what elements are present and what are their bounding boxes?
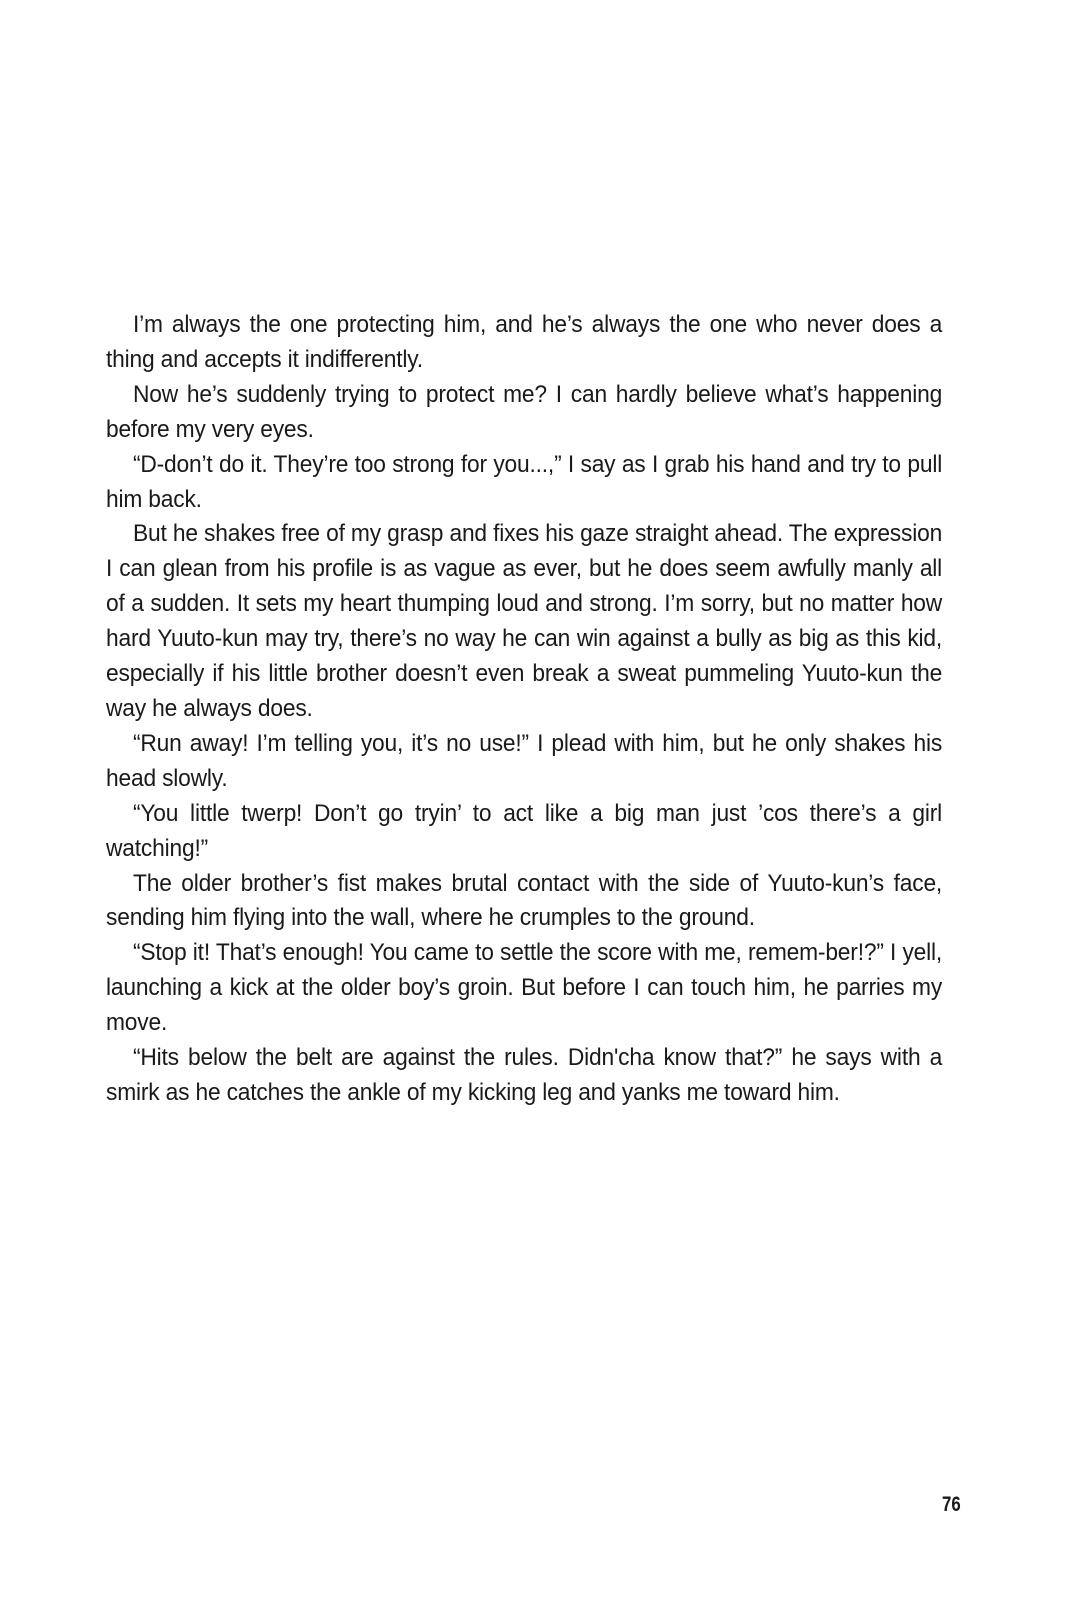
- paragraph-5: “Run away! I’m telling you, it’s no use!” I plead with him, but he only shakes his head slowly.: [106, 729, 943, 792]
- paragraph-8: “Stop it! That’s enough! You came to settle the score with me, remem-ber!?” I yell, launching a kick at the older boy’s groin. But before I can touch him, he parries my move.: [106, 939, 943, 1037]
- paragraph-2: Now he’s suddenly trying to protect me? I can hardly believe what’s happening before my very eyes.: [106, 380, 943, 443]
- paragraph-9: “Hits below the belt are against the rules. Didn'cha know that?” he says with a smirk as he catches the ankle of my kicking leg and yanks me toward him.: [106, 1044, 943, 1106]
- paragraph-7: The older brother’s fist makes brutal contact with the side of Yuuto-kun’s face, sending him flying into the wall, where he crumples to the ground.: [106, 869, 943, 932]
- paragraph-6: “You little twerp! Don’t go tryin’ to act like a big man just ’cos there’s a girl watching!”: [106, 799, 943, 862]
- paragraph-1: I’m always the one protecting him, and he’s always the one who never does a thing and accepts it indifferently.: [106, 311, 943, 373]
- body-text: [106, 308, 942, 1111]
- page-number: 76: [942, 1493, 961, 1516]
- paragraph-4: But he shakes free of my grasp and fixes his gaze straight ahead. The expression I can glean from his profile is as vague as ever, but he does seem awfully manly all of a sudden. It sets my heart thumping loud and strong. I’m sorry, but no matter how hard Yuuto-kun may try, there’s no way he can win against a bully as big as this kid, especially if his little brother doesn’t even break a sweat pummeling Yuuto-kun the way he always does.: [106, 520, 943, 722]
- paragraph-3: “D-don’t do it. They’re too strong for you...,” I say as I grab his hand and try to pull him back.: [106, 450, 943, 513]
